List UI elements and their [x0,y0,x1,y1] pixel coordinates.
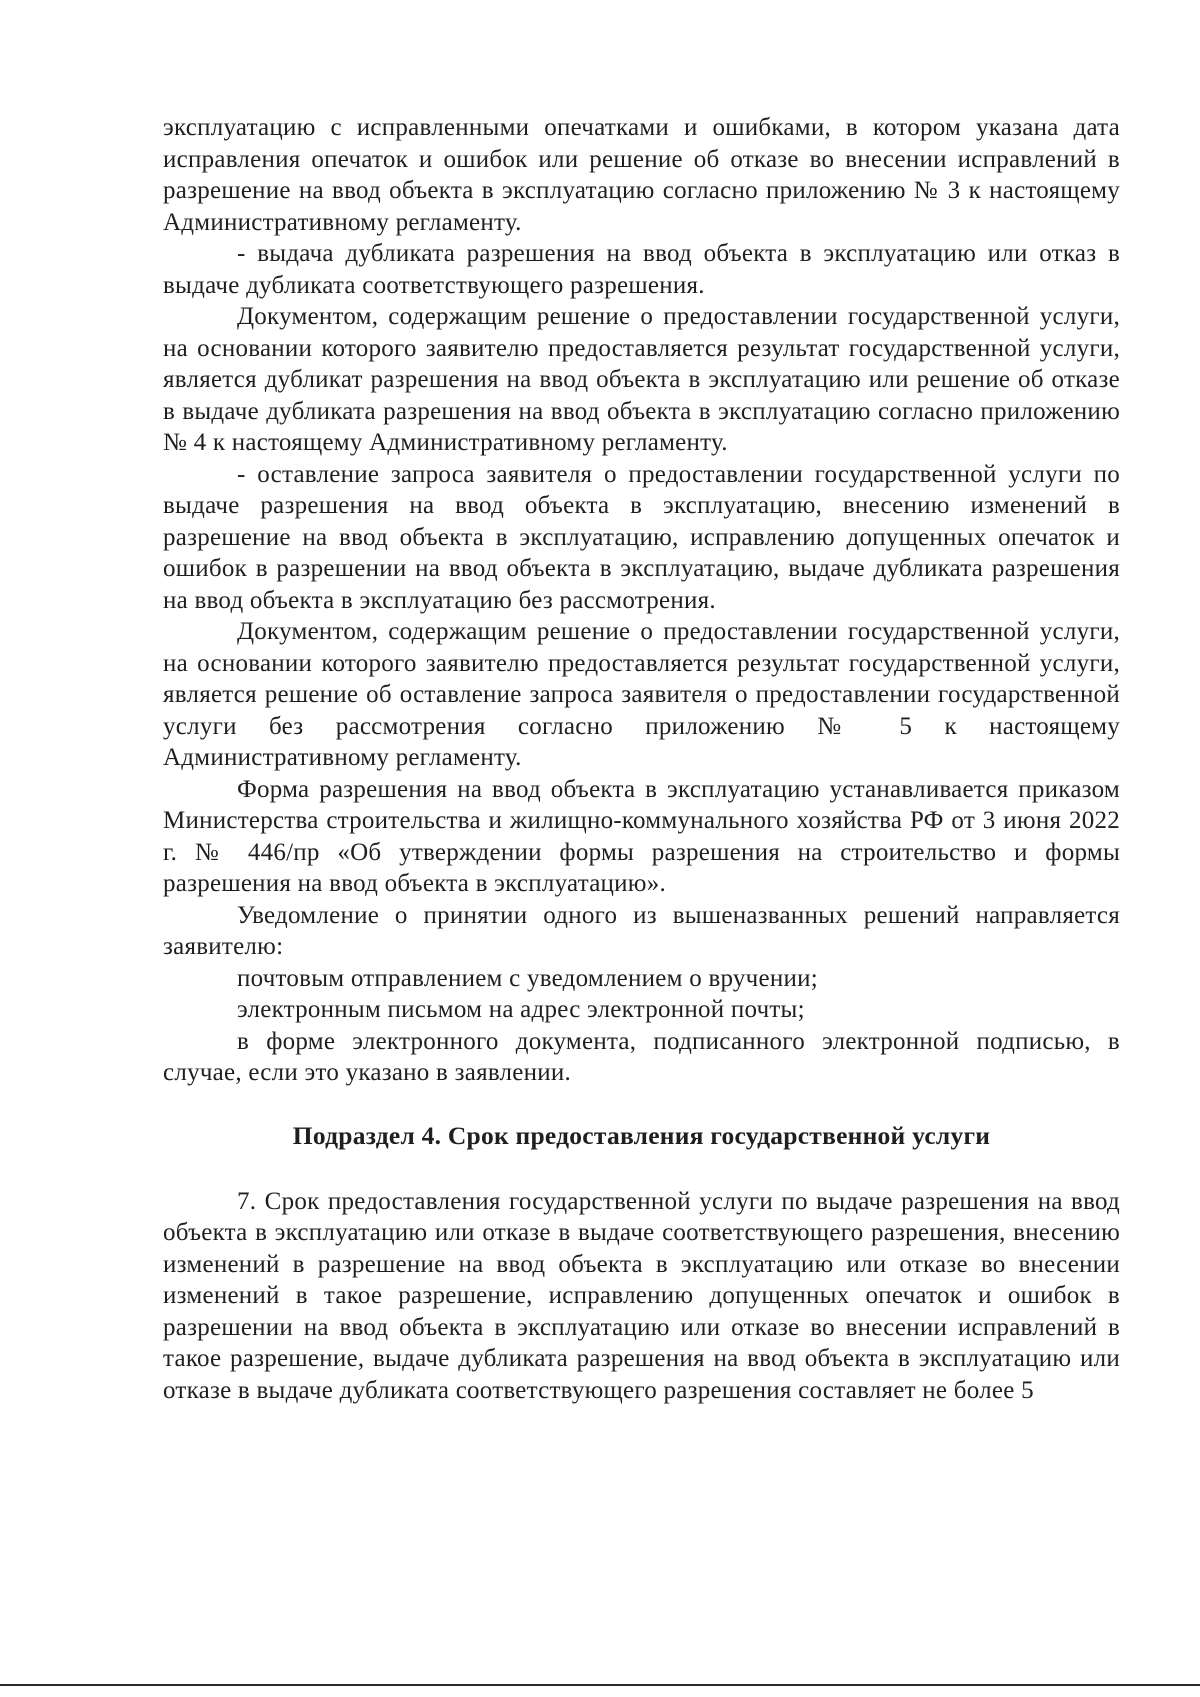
paragraph-notification: Уведомление о принятии одного из вышеназванных решений направляется заявителю: [163,901,1120,960]
paragraph-leave-document: Документом, содержащим решение о предоставлении государственной услуги, на основании которого заявителю предоставляется результат государственной услуги, является решение об оставление запроса заявителя о предоставлении государственной услуги без рассмотрения согласно приложению № 5 к настоящему Административному регламенту. [163,618,1120,771]
paragraph-duplicate-issue: - выдача дубликата разрешения на ввод объекта в эксплуатацию или отказ в выдаче дубликата соответствующего разрешения. [163,240,1120,299]
notification-method-post: почтовым отправлением с уведомлением о вручении; [237,964,818,992]
paragraph-service-term: 7. Срок предоставления государственной услуги по выдаче разрешения на ввод объекта в эксплуатацию или отказе в выдаче соответствующего разрешения, внесению изменений в разрешение на ввод объекта в эксплуатацию или отказе во внесении изменений в такое разрешение, исправлению допущенных опечаток и ошибок в разрешении на ввод объекта в эксплуатацию или отказе во внесении исправлений в такое разрешение, выдаче дубликата разрешения на ввод объекта в эксплуатацию или отказе в выдаче дубликата соответствующего разрешения составляет не более 5 [163,1187,1120,1404]
document-page [163,112,1120,1406]
notification-method-email: электронным письмом на адрес электронной почты; [237,996,805,1023]
paragraph-continuation: эксплуатацию с исправленными опечатками и ошибками, в котором указана дата исправления опечаток и ошибок или решение об отказе во внесении исправлений в разрешение на ввод объекта в эксплуатацию согласно приложению № 3 к настоящему Административному регламенту. [163,114,1120,236]
subsection-heading: Подраздел 4. Срок предоставления государственной услуги [292,1120,991,1150]
paragraph-permit-form: Форма разрешения на ввод объекта в эксплуатацию устанавливается приказом Министерства строительства и жилищно-коммунального хозяйства РФ от 3 июня 2022 г. № 446/пр «Об утверждении формы разрешения на строительство и формы разрешения на ввод объекта в эксплуатацию». [163,775,1120,897]
paragraph-leave-without-review: - оставление запроса заявителя о предоставлении государственной услуги по выдаче разрешения на ввод объекта в эксплуатацию, внесению изменений в разрешение на ввод объекта в эксплуатацию, исправлению допущенных опечаток и ошибок в разрешении на ввод объекта в эксплуатацию, выдаче дубликата разрешения на ввод объекта в эксплуатацию без рассмотрения. [163,460,1120,614]
paragraph-duplicate-document: Документом, содержащим решение о предоставлении государственной услуги, на основании которого заявителю предоставляется результат государственной услуги, является дубликат разрешения на ввод объекта в эксплуатацию или решение об отказе в выдаче дубликата разрешения на ввод объекта в эксплуатацию согласно приложению № 4 к настоящему Административному регламенту. [163,303,1120,456]
notification-method-electronic: в форме электронного документа, подписанного электронной подписью, в случае, если это указано в заявлении. [163,1027,1120,1086]
page-bottom-edge [0,1684,1200,1686]
